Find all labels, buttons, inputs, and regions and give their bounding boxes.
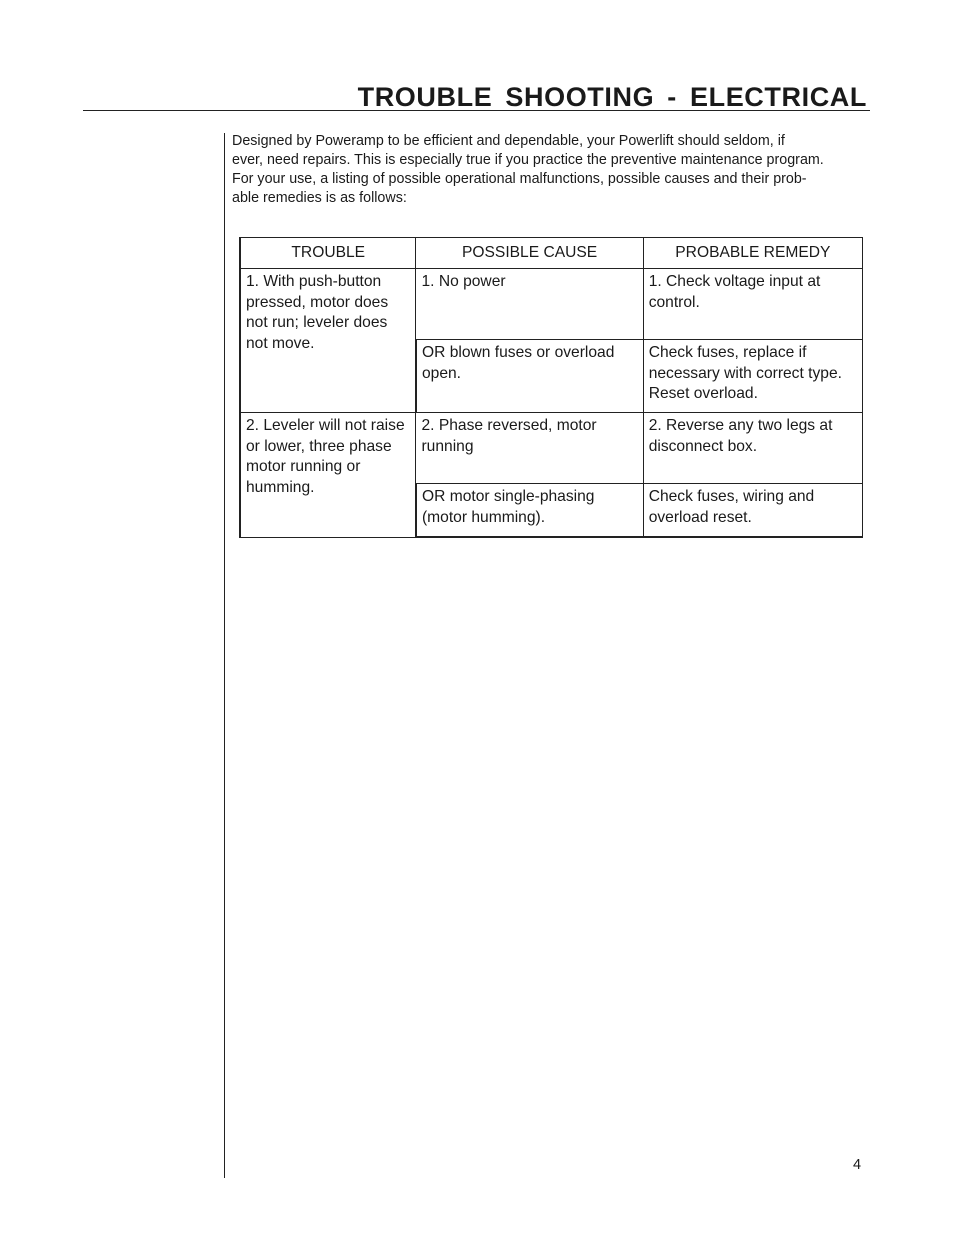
intro-paragraph [232, 132, 872, 208]
remedy-cell: 2. Reverse any two legs at disconnect box. [643, 413, 862, 484]
header-possible-cause: POSSIBLE CAUSE [416, 238, 643, 269]
header-trouble: TROUBLE [240, 238, 416, 269]
page-title: TROUBLE SHOOTING - ELECTRICAL [357, 82, 867, 112]
intro-line: For your use, a listing of possible operational malfunctions, possible causes and their prob- [232, 171, 807, 187]
intro-line: ever, need repairs. This is especially true if you practice the preventive maintenance program. [232, 152, 824, 168]
left-margin-rule [224, 133, 225, 1178]
intro-line: Designed by Poweramp to be efficient and dependable, your Powerlift should seldom, if [232, 133, 785, 149]
intro-line: able remedies is as follows: [232, 190, 407, 206]
trouble-cell: 1. With push-button pressed, motor does not run; leveler does not move. [240, 269, 416, 413]
header-probable-remedy: PROBABLE REMEDY [643, 238, 862, 269]
remedy-cell: 1. Check voltage input at control. [643, 269, 862, 340]
remedy-cell: Check fuses, wiring and overload reset. [643, 484, 862, 538]
cause-cell: OR motor single-phasing (motor humming). [416, 484, 643, 538]
table-row [240, 413, 863, 484]
page-number: 4 [853, 1157, 862, 1173]
table-row [240, 269, 863, 340]
table-header-row [240, 238, 863, 269]
cause-cell: OR blown fuses or overload open. [416, 340, 643, 413]
remedy-cell: Check fuses, replace if necessary with correct type. Reset overload. [643, 340, 862, 413]
title-underline [83, 110, 870, 111]
cause-cell: 1. No power [416, 269, 643, 340]
troubleshooting-table [239, 237, 863, 538]
cause-cell: 2. Phase reversed, motor running [416, 413, 643, 484]
trouble-cell: 2. Leveler will not raise or lower, three phase motor running or humming. [240, 413, 416, 538]
